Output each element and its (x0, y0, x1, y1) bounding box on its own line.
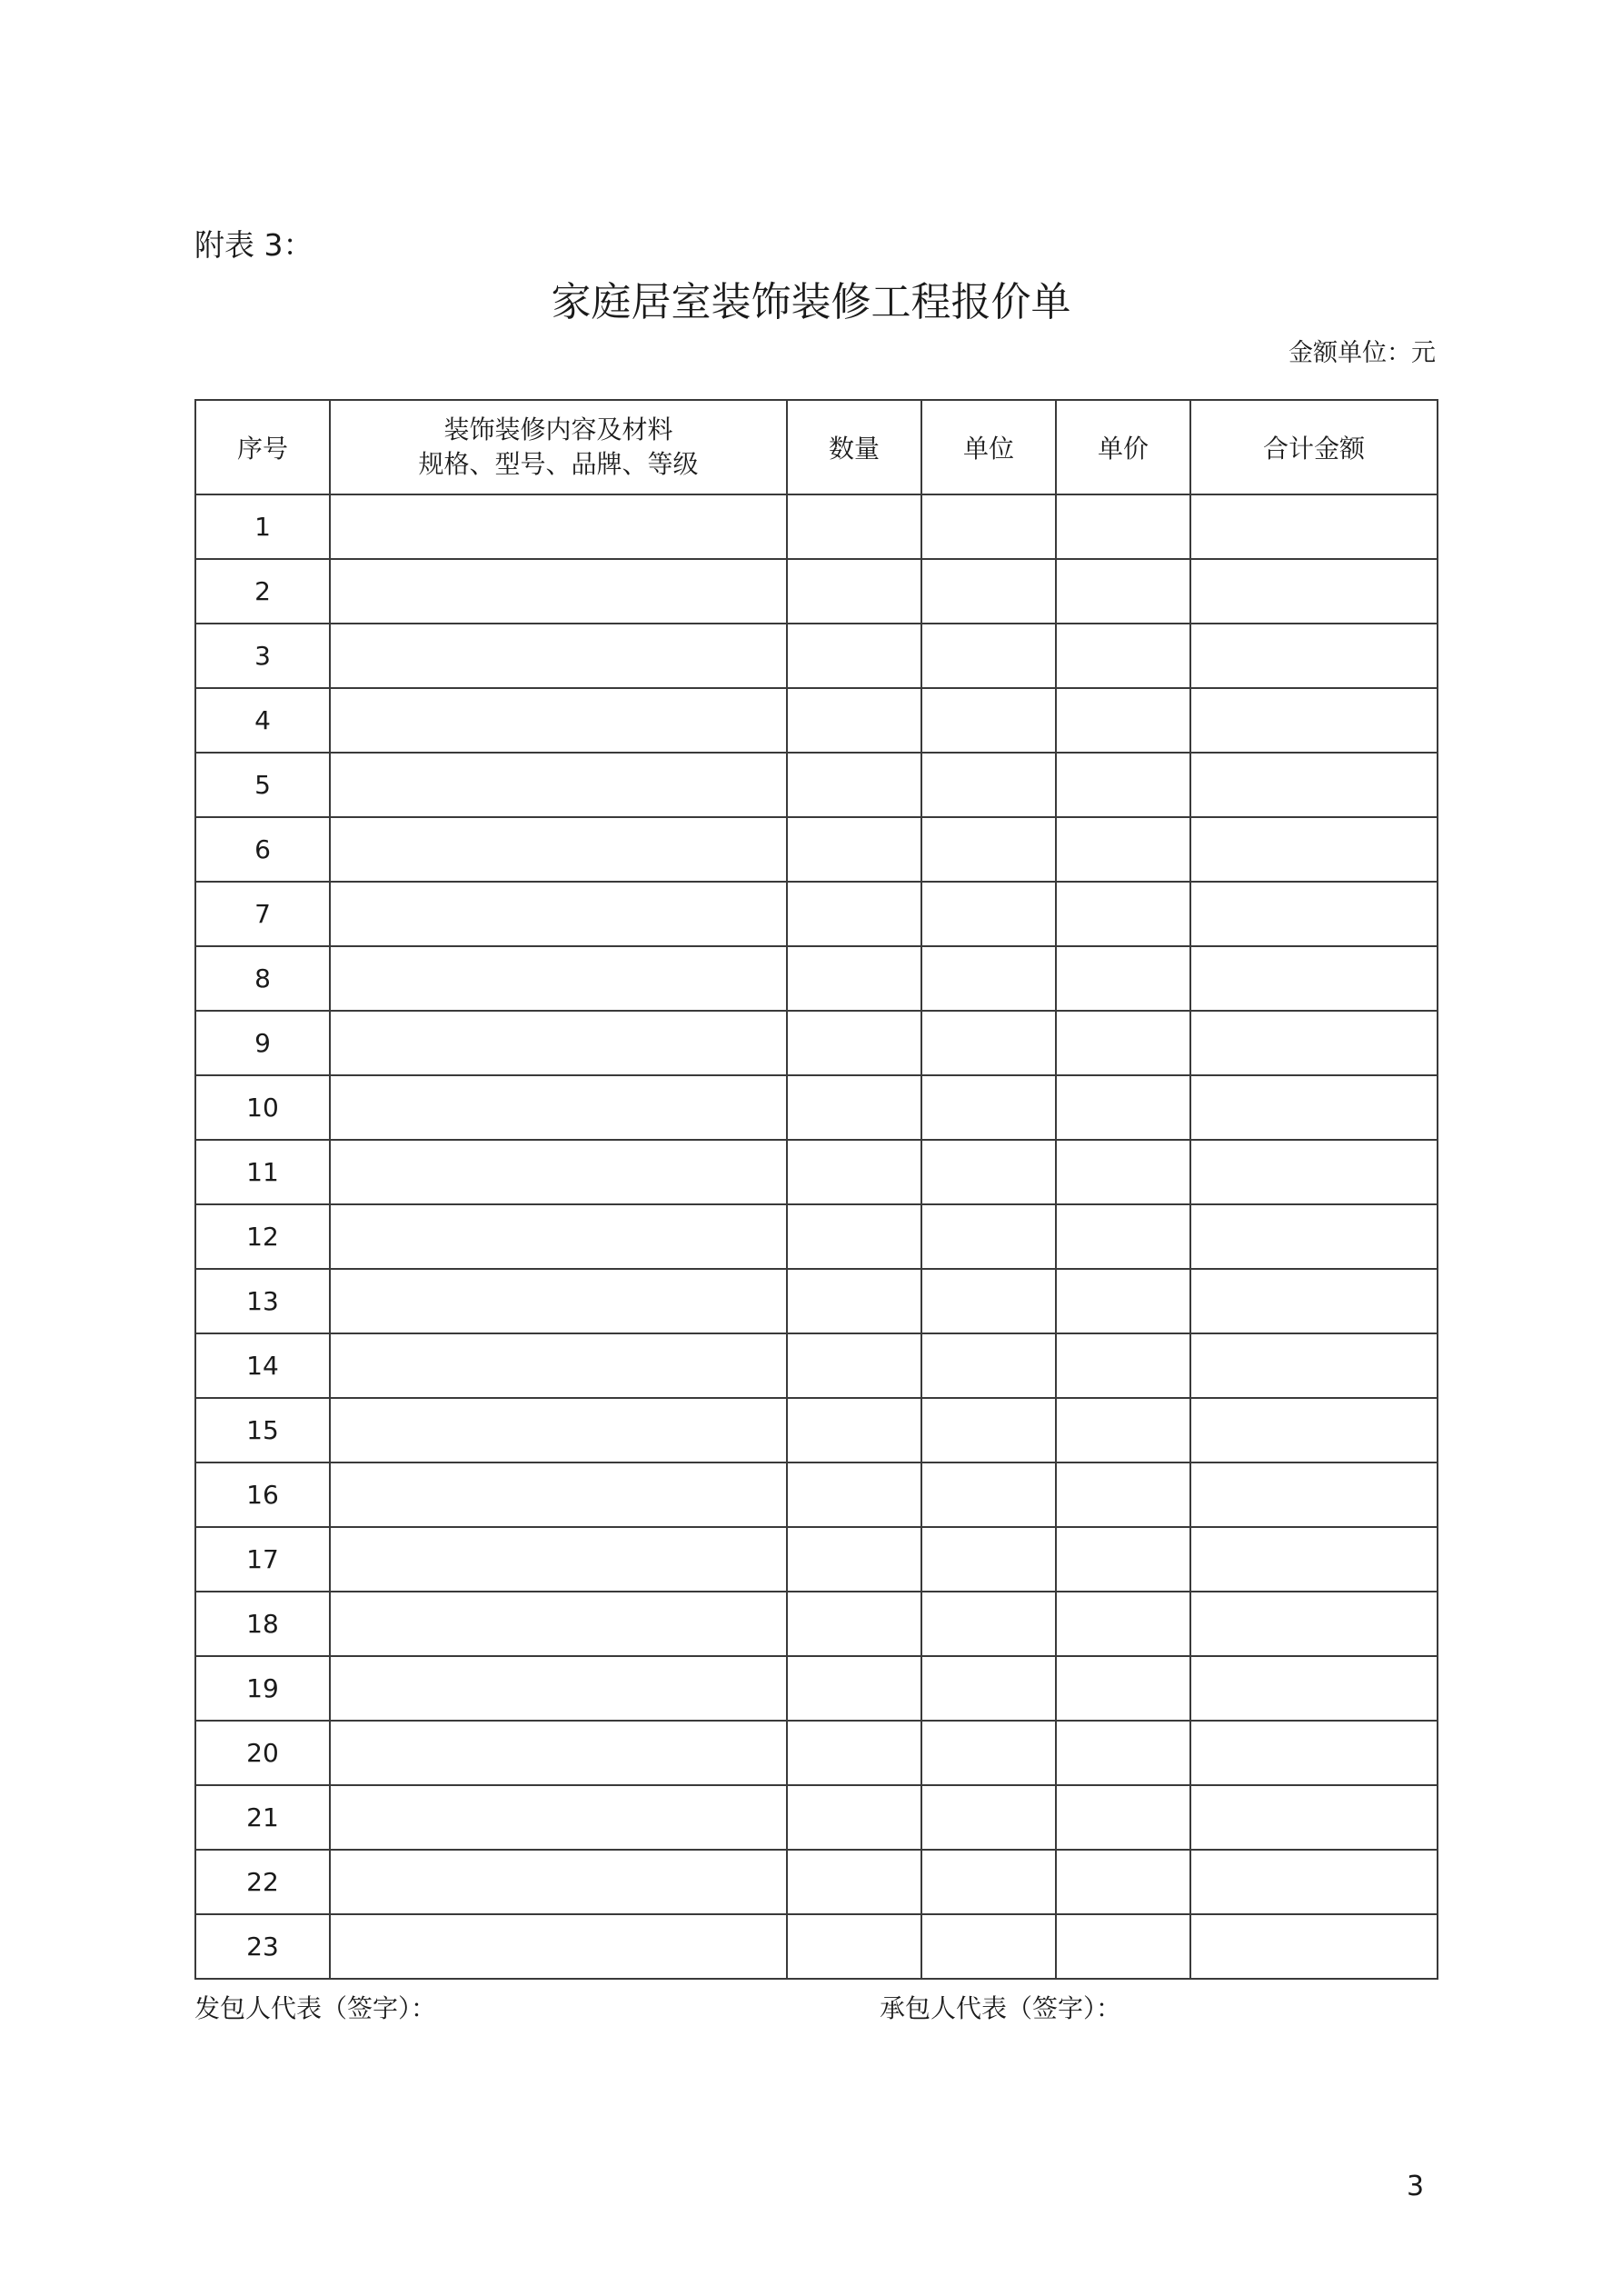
row-content-cell[interactable] (330, 494, 787, 559)
row-content-cell[interactable] (330, 1269, 787, 1333)
row-content-cell[interactable] (330, 1011, 787, 1075)
row-total-cell[interactable] (1190, 1011, 1438, 1075)
header-unit: 单位 (921, 400, 1056, 494)
table-row (195, 1204, 1438, 1269)
amount-unit-note: 金额单位：元 (1289, 339, 1436, 367)
row-seq-cell: 2 (195, 559, 330, 624)
row-quantity-cell[interactable] (787, 1656, 921, 1721)
row-content-cell[interactable] (330, 1785, 787, 1850)
row-quantity-cell[interactable] (787, 1011, 921, 1075)
row-unit-price-cell[interactable] (1056, 1592, 1190, 1656)
row-content-cell[interactable] (330, 1398, 787, 1462)
row-content-cell[interactable] (330, 1592, 787, 1656)
row-content-cell[interactable] (330, 1914, 787, 1979)
row-content-cell[interactable] (330, 1204, 787, 1269)
row-content-cell[interactable] (330, 1075, 787, 1140)
attachment-label: 附表 3： (194, 227, 313, 263)
header-seq: 序号 (195, 400, 330, 494)
row-unit-cell[interactable] (921, 1721, 1056, 1785)
row-content-cell[interactable] (330, 1656, 787, 1721)
row-content-cell[interactable] (330, 1527, 787, 1592)
row-unit-cell[interactable] (921, 1075, 1056, 1140)
row-quantity-cell[interactable] (787, 946, 921, 1011)
row-total-cell[interactable] (1190, 624, 1438, 688)
row-unit-price-cell[interactable] (1056, 753, 1190, 817)
row-seq-cell: 13 (195, 1269, 330, 1333)
table-row (195, 1785, 1438, 1850)
table-row (195, 882, 1438, 946)
table-row (195, 1269, 1438, 1333)
header-content-line1: 装饰装修内容及材料 (443, 414, 673, 444)
row-unit-cell[interactable] (921, 1656, 1056, 1721)
row-quantity-cell[interactable] (787, 1075, 921, 1140)
table-row (195, 688, 1438, 753)
row-unit-cell[interactable] (921, 1269, 1056, 1333)
row-content-cell[interactable] (330, 1462, 787, 1527)
row-unit-cell[interactable] (921, 1592, 1056, 1656)
row-seq-cell: 11 (195, 1140, 330, 1204)
table-row (195, 946, 1438, 1011)
row-unit-price-cell[interactable] (1056, 688, 1190, 753)
row-seq-cell: 15 (195, 1398, 330, 1462)
row-quantity-cell[interactable] (787, 688, 921, 753)
row-unit-price-cell[interactable] (1056, 1656, 1190, 1721)
row-seq-cell: 3 (195, 624, 330, 688)
row-seq-cell: 9 (195, 1011, 330, 1075)
row-unit-cell[interactable] (921, 1011, 1056, 1075)
row-unit-cell[interactable] (921, 1140, 1056, 1204)
row-unit-price-cell[interactable] (1056, 1333, 1190, 1398)
table-row (195, 1140, 1438, 1204)
row-total-cell[interactable] (1190, 494, 1438, 559)
row-total-cell[interactable] (1190, 688, 1438, 753)
row-quantity-cell[interactable] (787, 1592, 921, 1656)
header-content-line2: 规格、型号、品牌、等级 (418, 449, 699, 479)
header-unit-price: 单价 (1056, 400, 1190, 494)
row-unit-cell[interactable] (921, 1333, 1056, 1398)
row-content-cell[interactable] (330, 1850, 787, 1914)
row-quantity-cell[interactable] (787, 753, 921, 817)
row-unit-cell[interactable] (921, 946, 1056, 1011)
row-unit-price-cell[interactable] (1056, 1721, 1190, 1785)
row-unit-price-cell[interactable] (1056, 559, 1190, 624)
row-unit-cell[interactable] (921, 1204, 1056, 1269)
header-total: 合计金额 (1190, 400, 1438, 494)
row-total-cell[interactable] (1190, 1333, 1438, 1398)
table-row (195, 1914, 1438, 1979)
row-total-cell[interactable] (1190, 1140, 1438, 1204)
row-seq-cell: 16 (195, 1462, 330, 1527)
row-unit-cell[interactable] (921, 1527, 1056, 1592)
table-row (195, 1462, 1438, 1527)
table-row (195, 1592, 1438, 1656)
row-quantity-cell[interactable] (787, 1462, 921, 1527)
row-total-cell[interactable] (1190, 1721, 1438, 1785)
row-content-cell[interactable] (330, 1140, 787, 1204)
row-seq-cell: 22 (195, 1850, 330, 1914)
row-unit-price-cell[interactable] (1056, 1140, 1190, 1204)
row-unit-cell[interactable] (921, 494, 1056, 559)
row-total-cell[interactable] (1190, 559, 1438, 624)
table-row (195, 1398, 1438, 1462)
row-quantity-cell[interactable] (787, 624, 921, 688)
row-unit-price-cell[interactable] (1056, 1011, 1190, 1075)
row-seq-cell: 7 (195, 882, 330, 946)
row-unit-price-cell[interactable] (1056, 494, 1190, 559)
row-quantity-cell[interactable] (787, 1914, 921, 1979)
row-content-cell[interactable] (330, 882, 787, 946)
row-total-cell[interactable] (1190, 1785, 1438, 1850)
row-unit-cell[interactable] (921, 624, 1056, 688)
row-seq-cell: 14 (195, 1333, 330, 1398)
row-unit-cell[interactable] (921, 1785, 1056, 1850)
row-unit-price-cell[interactable] (1056, 624, 1190, 688)
row-total-cell[interactable] (1190, 1398, 1438, 1462)
table-row (195, 624, 1438, 688)
row-content-cell[interactable] (330, 817, 787, 882)
row-total-cell[interactable] (1190, 753, 1438, 817)
row-total-cell[interactable] (1190, 1592, 1438, 1656)
table-row (195, 1721, 1438, 1785)
page-number: 3 (1407, 2171, 1425, 2202)
row-quantity-cell[interactable] (787, 494, 921, 559)
row-unit-price-cell[interactable] (1056, 1075, 1190, 1140)
employer-signature-label: 发包人代表（签字）： (194, 1993, 437, 2023)
row-total-cell[interactable] (1190, 1914, 1438, 1979)
row-quantity-cell[interactable] (787, 882, 921, 946)
row-quantity-cell[interactable] (787, 817, 921, 882)
row-unit-price-cell[interactable] (1056, 882, 1190, 946)
table-header-row (195, 400, 1438, 494)
row-content-cell[interactable] (330, 688, 787, 753)
row-unit-price-cell[interactable] (1056, 1850, 1190, 1914)
row-total-cell[interactable] (1190, 1075, 1438, 1140)
row-quantity-cell[interactable] (787, 1721, 921, 1785)
table-row (195, 1656, 1438, 1721)
row-total-cell[interactable] (1190, 1269, 1438, 1333)
row-total-cell[interactable] (1190, 1462, 1438, 1527)
table-row (195, 1850, 1438, 1914)
row-content-cell[interactable] (330, 624, 787, 688)
row-content-cell[interactable] (330, 1333, 787, 1398)
row-unit-price-cell[interactable] (1056, 1204, 1190, 1269)
row-seq-cell: 10 (195, 1075, 330, 1140)
row-seq-cell: 19 (195, 1656, 330, 1721)
row-unit-cell[interactable] (921, 1398, 1056, 1462)
row-seq-cell: 12 (195, 1204, 330, 1269)
row-seq-cell: 17 (195, 1527, 330, 1592)
row-quantity-cell[interactable] (787, 1140, 921, 1204)
row-unit-price-cell[interactable] (1056, 1527, 1190, 1592)
row-unit-cell[interactable] (921, 559, 1056, 624)
row-total-cell[interactable] (1190, 817, 1438, 882)
row-seq-cell: 8 (195, 946, 330, 1011)
row-total-cell[interactable] (1190, 946, 1438, 1011)
row-seq-cell: 21 (195, 1785, 330, 1850)
row-total-cell[interactable] (1190, 1527, 1438, 1592)
table-row (195, 494, 1438, 559)
row-content-cell[interactable] (330, 1721, 787, 1785)
row-unit-price-cell[interactable] (1056, 1462, 1190, 1527)
row-quantity-cell[interactable] (787, 1527, 921, 1592)
row-content-cell[interactable] (330, 753, 787, 817)
quotation-table (194, 399, 1438, 1980)
row-unit-price-cell[interactable] (1056, 1914, 1190, 1979)
row-quantity-cell[interactable] (787, 1850, 921, 1914)
row-quantity-cell[interactable] (787, 1204, 921, 1269)
row-unit-cell[interactable] (921, 688, 1056, 753)
row-quantity-cell[interactable] (787, 1785, 921, 1850)
table-body (195, 494, 1438, 1979)
row-seq-cell: 1 (195, 494, 330, 559)
row-unit-cell[interactable] (921, 1462, 1056, 1527)
row-unit-cell[interactable] (921, 1850, 1056, 1914)
row-seq-cell: 4 (195, 688, 330, 753)
table-row (195, 1011, 1438, 1075)
row-unit-cell[interactable] (921, 753, 1056, 817)
document-title: 家庭居室装饰装修工程报价单 (551, 279, 1071, 325)
row-seq-cell: 18 (195, 1592, 330, 1656)
row-unit-cell[interactable] (921, 882, 1056, 946)
row-unit-price-cell[interactable] (1056, 1785, 1190, 1850)
row-unit-cell[interactable] (921, 817, 1056, 882)
table-row (195, 817, 1438, 882)
header-content (330, 400, 787, 494)
row-content-cell[interactable] (330, 559, 787, 624)
table-row (195, 559, 1438, 624)
table-row (195, 753, 1438, 817)
table-row (195, 1333, 1438, 1398)
row-total-cell[interactable] (1190, 882, 1438, 946)
row-seq-cell: 5 (195, 753, 330, 817)
row-unit-price-cell[interactable] (1056, 946, 1190, 1011)
row-seq-cell: 23 (195, 1914, 330, 1979)
table-row (195, 1075, 1438, 1140)
row-unit-price-cell[interactable] (1056, 1269, 1190, 1333)
header-quantity: 数量 (787, 400, 921, 494)
row-unit-price-cell[interactable] (1056, 817, 1190, 882)
row-seq-cell: 20 (195, 1721, 330, 1785)
row-unit-price-cell[interactable] (1056, 1398, 1190, 1462)
row-quantity-cell[interactable] (787, 1269, 921, 1333)
row-quantity-cell[interactable] (787, 1398, 921, 1462)
row-total-cell[interactable] (1190, 1656, 1438, 1721)
row-total-cell[interactable] (1190, 1204, 1438, 1269)
row-quantity-cell[interactable] (787, 1333, 921, 1398)
row-total-cell[interactable] (1190, 1850, 1438, 1914)
row-seq-cell: 6 (195, 817, 330, 882)
row-content-cell[interactable] (330, 946, 787, 1011)
table-row (195, 1527, 1438, 1592)
contractor-signature-label: 承包人代表（签字）： (880, 1993, 1122, 2023)
row-unit-cell[interactable] (921, 1914, 1056, 1979)
row-quantity-cell[interactable] (787, 559, 921, 624)
